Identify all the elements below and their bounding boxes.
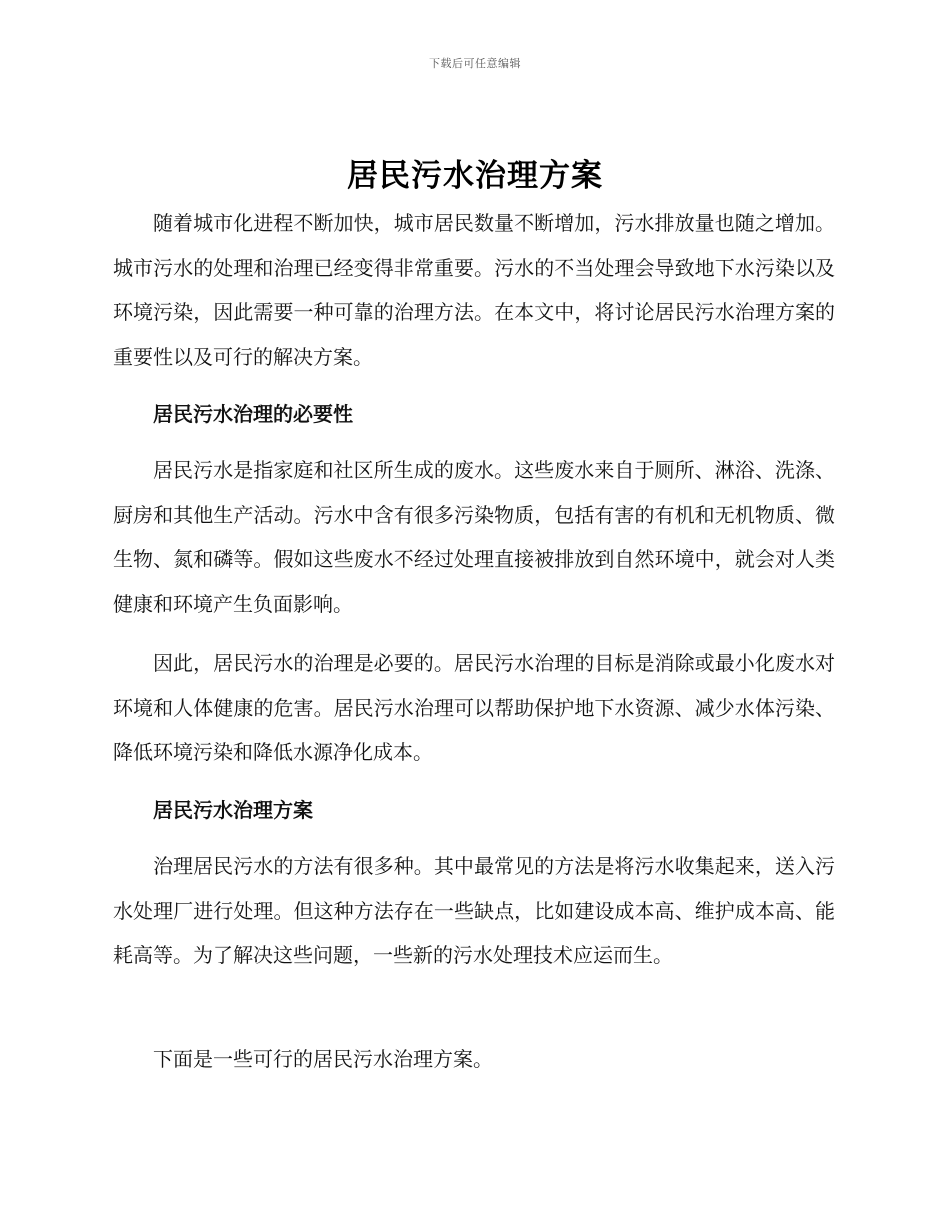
intro-paragraph: 随着城市化进程不断加快，城市居民数量不断增加，污水排放量也随之增加。城市污水的处理和治理已经变得非常重要。污水的不当处理会导致地下水污染以及环境污染，因此需要一种可靠的治理方法。在本文中，将讨论居民污水治理方案的重要性以及可行的解决方案。	[113, 211, 835, 370]
document-title: 居民污水治理方案	[347, 158, 603, 194]
paragraph-necessity: 因此，居民污水的治理是必要的。居民污水治理的目标是消除或最小化废水对环境和人体健康的危害。居民污水治理可以帮助保护地下水资源、减少水体污染、降低环境污染和降低水源净化成本。	[113, 651, 835, 765]
section-heading-plan: 居民污水治理方案	[153, 798, 313, 822]
paragraph-solutions-intro: 下面是一些可行的居民污水治理方案。	[153, 1047, 493, 1071]
page-header-note: 下载后可任意编辑	[429, 57, 521, 70]
paragraph-methods: 治理居民污水的方法有很多种。其中最常见的方法是将污水收集起来，送入污水处理厂进行处理。但这种方法存在一些缺点，比如建设成本高、维护成本高、能耗高等。为了解决这些问题，一些新的污水处理技术应运而生。	[113, 854, 835, 968]
section-heading-necessity: 居民污水治理的必要性	[153, 402, 353, 426]
paragraph-definition: 居民污水是指家庭和社区所生成的废水。这些废水来自于厕所、淋浴、洗涤、厨房和其他生产活动。污水中含有很多污染物质，包括有害的有机和无机物质、微生物、氮和磷等。假如这些废水不经过处理直接被排放到自然环境中，就会对人类健康和环境产生负面影响。	[113, 458, 835, 617]
